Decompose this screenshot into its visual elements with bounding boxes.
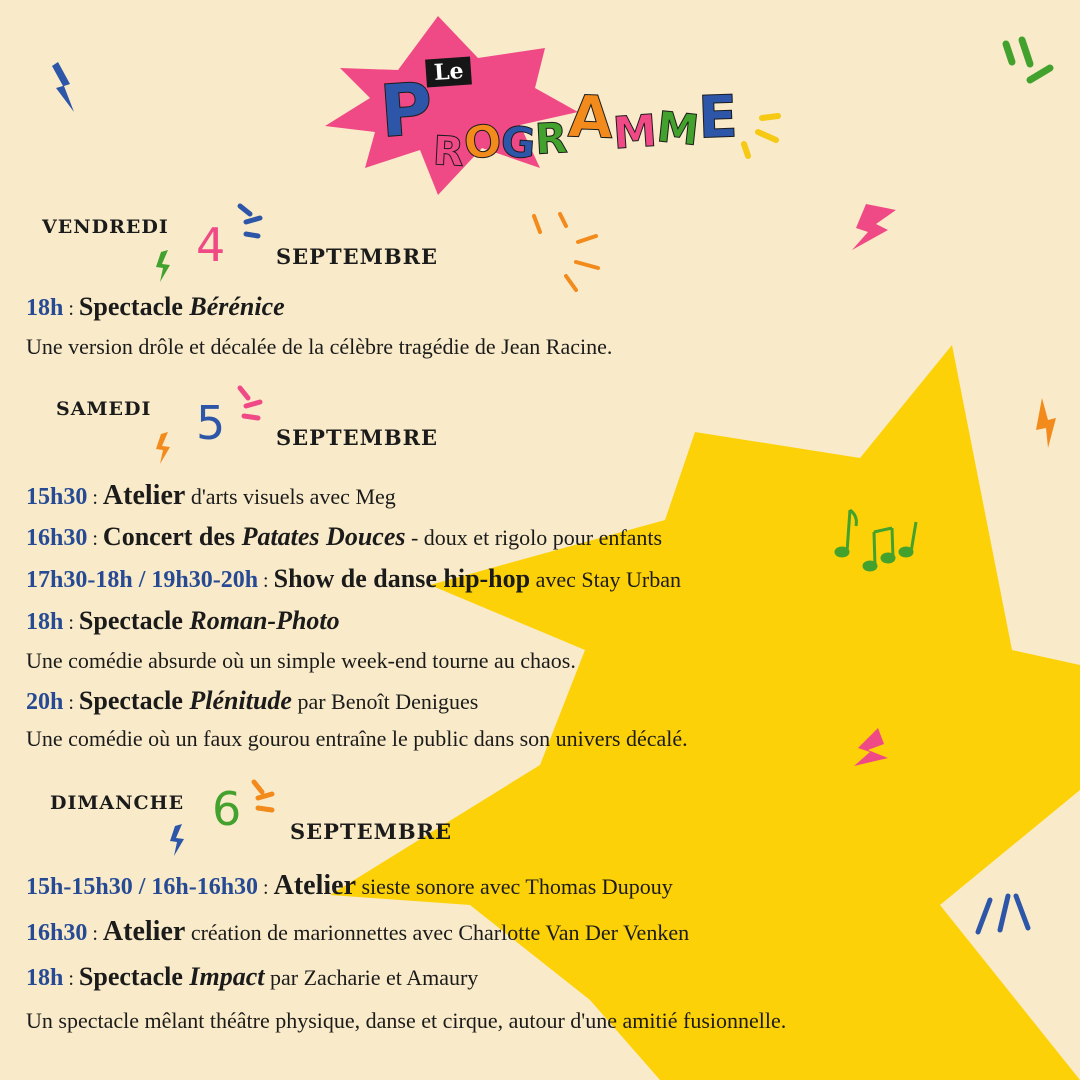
event-time: 16h30 bbox=[26, 525, 88, 551]
title-letter: M bbox=[610, 105, 659, 160]
event-time: 18h bbox=[26, 609, 64, 635]
event-line bbox=[26, 522, 662, 552]
event-line bbox=[26, 606, 340, 636]
event-sep: : bbox=[63, 968, 79, 990]
page-title bbox=[377, 66, 740, 176]
event-type: Spectacle bbox=[78, 686, 190, 715]
event-sep: : bbox=[87, 487, 103, 509]
day-number: 4 bbox=[196, 218, 226, 272]
event-line bbox=[26, 564, 681, 594]
event-detail: par Benoît Denigues bbox=[291, 689, 479, 714]
event-sep: : bbox=[63, 298, 79, 320]
event-time: 15h-15h30 / 16h-16h30 bbox=[26, 874, 259, 900]
event-title: Plénitude bbox=[189, 686, 292, 715]
event-sep: : bbox=[258, 877, 274, 899]
event-type: Atelier bbox=[273, 870, 356, 901]
event-detail: - doux et rigolo pour enfants bbox=[405, 525, 663, 550]
day-month: SEPTEMBRE bbox=[276, 425, 439, 450]
event-line bbox=[26, 962, 478, 992]
day-weekday: SAMEDI bbox=[56, 398, 152, 420]
event-sep: : bbox=[87, 923, 103, 945]
event-description: Une comédie où un faux gourou entraîne le public dans son univers décalé. bbox=[26, 726, 688, 751]
title-letter: O bbox=[461, 115, 504, 170]
event-description: Un spectacle mêlant théâtre physique, danse et cirque, autour d'une amitié fusionnelle. bbox=[26, 1008, 787, 1033]
spark-lines-green bbox=[1006, 40, 1050, 80]
event-sep: : bbox=[258, 570, 274, 592]
title-letter: P bbox=[377, 66, 436, 154]
event-type: Atelier bbox=[102, 916, 186, 947]
event-type: Concert des bbox=[102, 522, 242, 551]
event-time: 15h30 bbox=[26, 484, 88, 510]
event-time: 20h bbox=[26, 689, 64, 715]
lightning-icon bbox=[170, 824, 184, 856]
event-sep: : bbox=[63, 692, 79, 714]
event-description: Une version drôle et décalée de la célèbre tragédie de Jean Racine. bbox=[26, 334, 613, 359]
event-type: Atelier bbox=[102, 480, 186, 511]
day-number: 6 bbox=[212, 782, 242, 836]
event-line bbox=[26, 916, 689, 948]
event-time: 18h bbox=[26, 965, 64, 991]
event-description: Une comédie absurde où un simple week-end tourne au chaos. bbox=[26, 648, 576, 673]
title-letter: A bbox=[566, 82, 614, 152]
event-line bbox=[26, 686, 478, 716]
lightning-icon bbox=[156, 250, 170, 282]
lightning-icon bbox=[52, 62, 74, 112]
event-title: Patates Douces bbox=[241, 522, 406, 551]
spark-lines-orange-2 bbox=[254, 782, 272, 810]
event-type: Spectacle bbox=[78, 606, 190, 635]
event-sep: : bbox=[63, 612, 79, 634]
title-letter: E bbox=[697, 82, 740, 152]
day-weekday: DIMANCHE bbox=[50, 792, 185, 814]
event-time: 18h bbox=[26, 295, 64, 321]
event-line bbox=[26, 480, 396, 512]
event-detail: par Zacharie et Amaury bbox=[264, 965, 479, 990]
spark-lines-orange bbox=[534, 214, 598, 290]
spark-lines-yellow bbox=[744, 116, 778, 156]
spark-lines-pink bbox=[240, 388, 260, 418]
title-letter: R bbox=[431, 128, 465, 176]
event-type: Spectacle bbox=[78, 292, 190, 321]
title-le: Le bbox=[433, 58, 465, 86]
day-month: SEPTEMBRE bbox=[276, 244, 439, 269]
title-letter: M bbox=[654, 101, 701, 156]
event-sep: : bbox=[87, 528, 103, 550]
event-title: Bérénice bbox=[189, 292, 285, 321]
event-line bbox=[26, 292, 285, 322]
lightning-icon bbox=[1036, 398, 1056, 448]
event-detail: création de marionnettes avec Charlotte Van Der Venken bbox=[185, 920, 690, 945]
event-title: Roman-Photo bbox=[189, 606, 340, 635]
event-time: 17h30-18h / 19h30-20h bbox=[26, 567, 259, 593]
day-month: SEPTEMBRE bbox=[290, 819, 453, 844]
event-detail: sieste sonore avec Thomas Dupouy bbox=[356, 874, 673, 899]
event-type: Spectacle bbox=[78, 962, 190, 991]
day-weekday: VENDREDI bbox=[42, 216, 169, 238]
lightning-icon bbox=[156, 432, 170, 464]
event-detail: d'arts visuels avec Meg bbox=[185, 484, 396, 509]
title-letter: G bbox=[499, 116, 538, 169]
title-block bbox=[377, 58, 740, 176]
event-line bbox=[26, 870, 673, 902]
lightning-icon bbox=[852, 204, 896, 250]
title-letter: R bbox=[534, 113, 570, 164]
event-time: 16h30 bbox=[26, 920, 88, 946]
event-title: Impact bbox=[189, 962, 265, 991]
day-number: 5 bbox=[196, 396, 226, 450]
event-type: Show de danse hip-hop bbox=[273, 564, 531, 593]
event-detail: avec Stay Urban bbox=[530, 567, 681, 592]
